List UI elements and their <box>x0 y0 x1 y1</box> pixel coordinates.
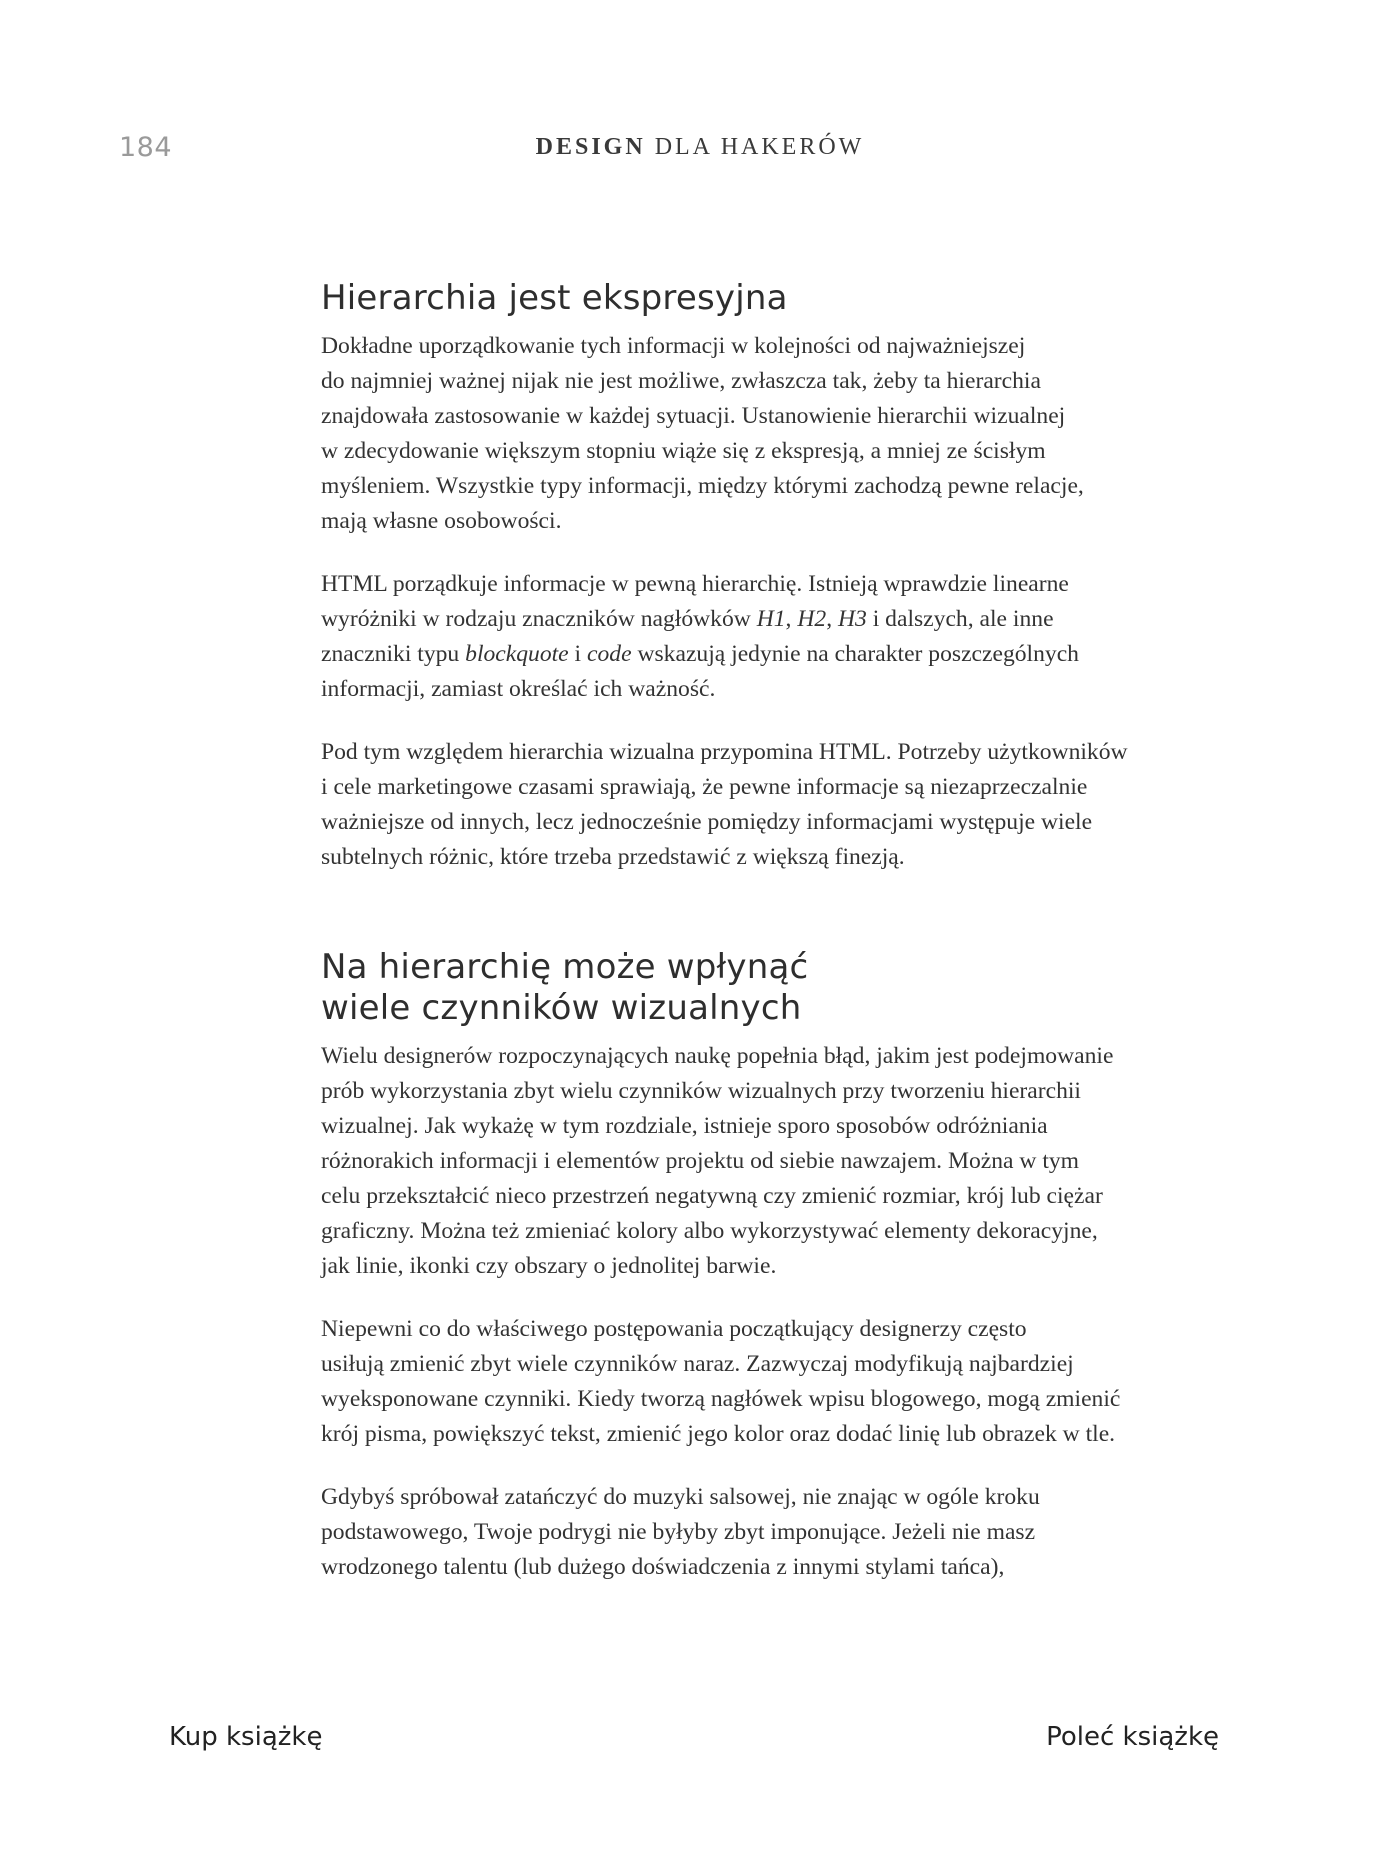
paragraph-line: HTML porządkuje informacje w pewną hierarchię. Istnieją wprawdzie linearne <box>321 571 1069 597</box>
page-content <box>321 278 1201 1613</box>
paragraph-line: wrodzonego talentu (lub dużego doświadczenia z innymi stylami tańca), <box>321 1554 1005 1580</box>
body-paragraph <box>321 1312 1201 1452</box>
paragraph-line: graficzny. Można też zmieniać kolory albo wykorzystywać elementy dekoracyjne, <box>321 1218 1098 1244</box>
paragraph-line: wizualnej. Jak wykażę w tym rozdziale, istnieje sporo sposobów odróżniania <box>321 1113 1048 1139</box>
running-header <box>0 134 1400 161</box>
running-header-rest: DLA HAKERÓW <box>645 134 865 160</box>
section-heading <box>321 278 1201 319</box>
paragraph-line: usiłują zmienić zbyt wiele czynników naraz. Zazwyczaj modyfikują najbardziej <box>321 1351 1074 1377</box>
heading-line: wiele czynników wizualnych <box>321 988 802 1028</box>
paragraph-line: Niepewni co do właściwego postępowania początkujący designerzy często <box>321 1316 1027 1342</box>
paragraph-line: do najmniej ważnej nijak nie jest możliwe, zwłaszcza tak, żeby ta hierarchia <box>321 368 1041 394</box>
paragraph-line: jak linie, ikonki czy obszary o jednolitej barwie. <box>321 1253 777 1279</box>
section-gap <box>321 903 1201 947</box>
paragraph-line: mają własne osobowości. <box>321 508 562 534</box>
paragraph-line: różnorakich informacji i elementów projektu od siebie nawzajem. Można w tym <box>321 1148 1080 1174</box>
paragraph-line: ważniejsze od innych, lecz jednocześnie pomiędzy informacjami występuje wiele <box>321 809 1093 835</box>
body-paragraph <box>321 329 1201 539</box>
paragraph-line: znajdowała zastosowanie w każdej sytuacji. Ustanowienie hierarchii wizualnej <box>321 403 1066 429</box>
paragraph-line: celu przekształcić nieco przestrzeń negatywną czy zmienić rozmiar, krój lub ciężar <box>321 1183 1103 1209</box>
paragraph-line: informacji, zamiast określać ich ważność. <box>321 676 716 702</box>
section-heading <box>321 947 1201 1029</box>
body-paragraph <box>321 567 1201 707</box>
heading-line: Hierarchia jest ekspresyjna <box>321 278 788 318</box>
paragraph-line: podstawowego, Twoje podrygi nie byłyby zbyt imponujące. Jeżeli nie masz <box>321 1519 1036 1545</box>
body-paragraph <box>321 1039 1201 1284</box>
paragraph-line: Dokładne uporządkowanie tych informacji w kolejności od najważniejszej <box>321 333 1026 359</box>
paragraph-line: krój pisma, powiększyć tekst, zmienić jego kolor oraz dodać linię lub obrazek w tle. <box>321 1421 1116 1447</box>
paragraph-line: wyeksponowane czynniki. Kiedy tworzą nagłówek wpisu blogowego, mogą zmienić <box>321 1386 1121 1412</box>
paragraph-line: i cele marketingowe czasami sprawiają, że pewne informacje są niezaprzeczalnie <box>321 774 1088 800</box>
heading-line: Na hierarchię może wpłynąć <box>321 947 809 987</box>
paragraph-line: Gdybyś spróbował zatańczyć do muzyki salsowej, nie znając w ogóle kroku <box>321 1484 1040 1510</box>
body-paragraph <box>321 735 1201 875</box>
buy-book-link[interactable]: Kup książkę <box>169 1722 323 1752</box>
paragraph-line: Wielu designerów rozpoczynających naukę popełnia błąd, jakim jest podejmowanie <box>321 1043 1114 1069</box>
recommend-book-link[interactable]: Poleć książkę <box>1046 1722 1219 1752</box>
page-number: 184 <box>119 132 173 163</box>
paragraph-line: wyróżniki w rodzaju znaczników nagłówków H1, H2, H3 i dalszych, ale inne <box>321 606 1054 632</box>
body-paragraph <box>321 1480 1201 1585</box>
paragraph-line: subtelnych różnic, które trzeba przedstawić z większą finezją. <box>321 844 905 870</box>
paragraph-line: znaczniki typu blockquote i code wskazują jedynie na charakter poszczególnych <box>321 641 1079 667</box>
paragraph-line: prób wykorzystania zbyt wielu czynników wizualnych przy tworzeniu hierarchii <box>321 1078 1081 1104</box>
running-header-bold: DESIGN <box>535 134 646 160</box>
paragraph-line: w zdecydowanie większym stopniu wiąże się z ekspresją, a mniej ze ścisłym <box>321 438 1046 464</box>
paragraph-line: Pod tym względem hierarchia wizualna przypomina HTML. Potrzeby użytkowników <box>321 739 1128 765</box>
paragraph-line: myśleniem. Wszystkie typy informacji, między którymi zachodzą pewne relacje, <box>321 473 1084 499</box>
